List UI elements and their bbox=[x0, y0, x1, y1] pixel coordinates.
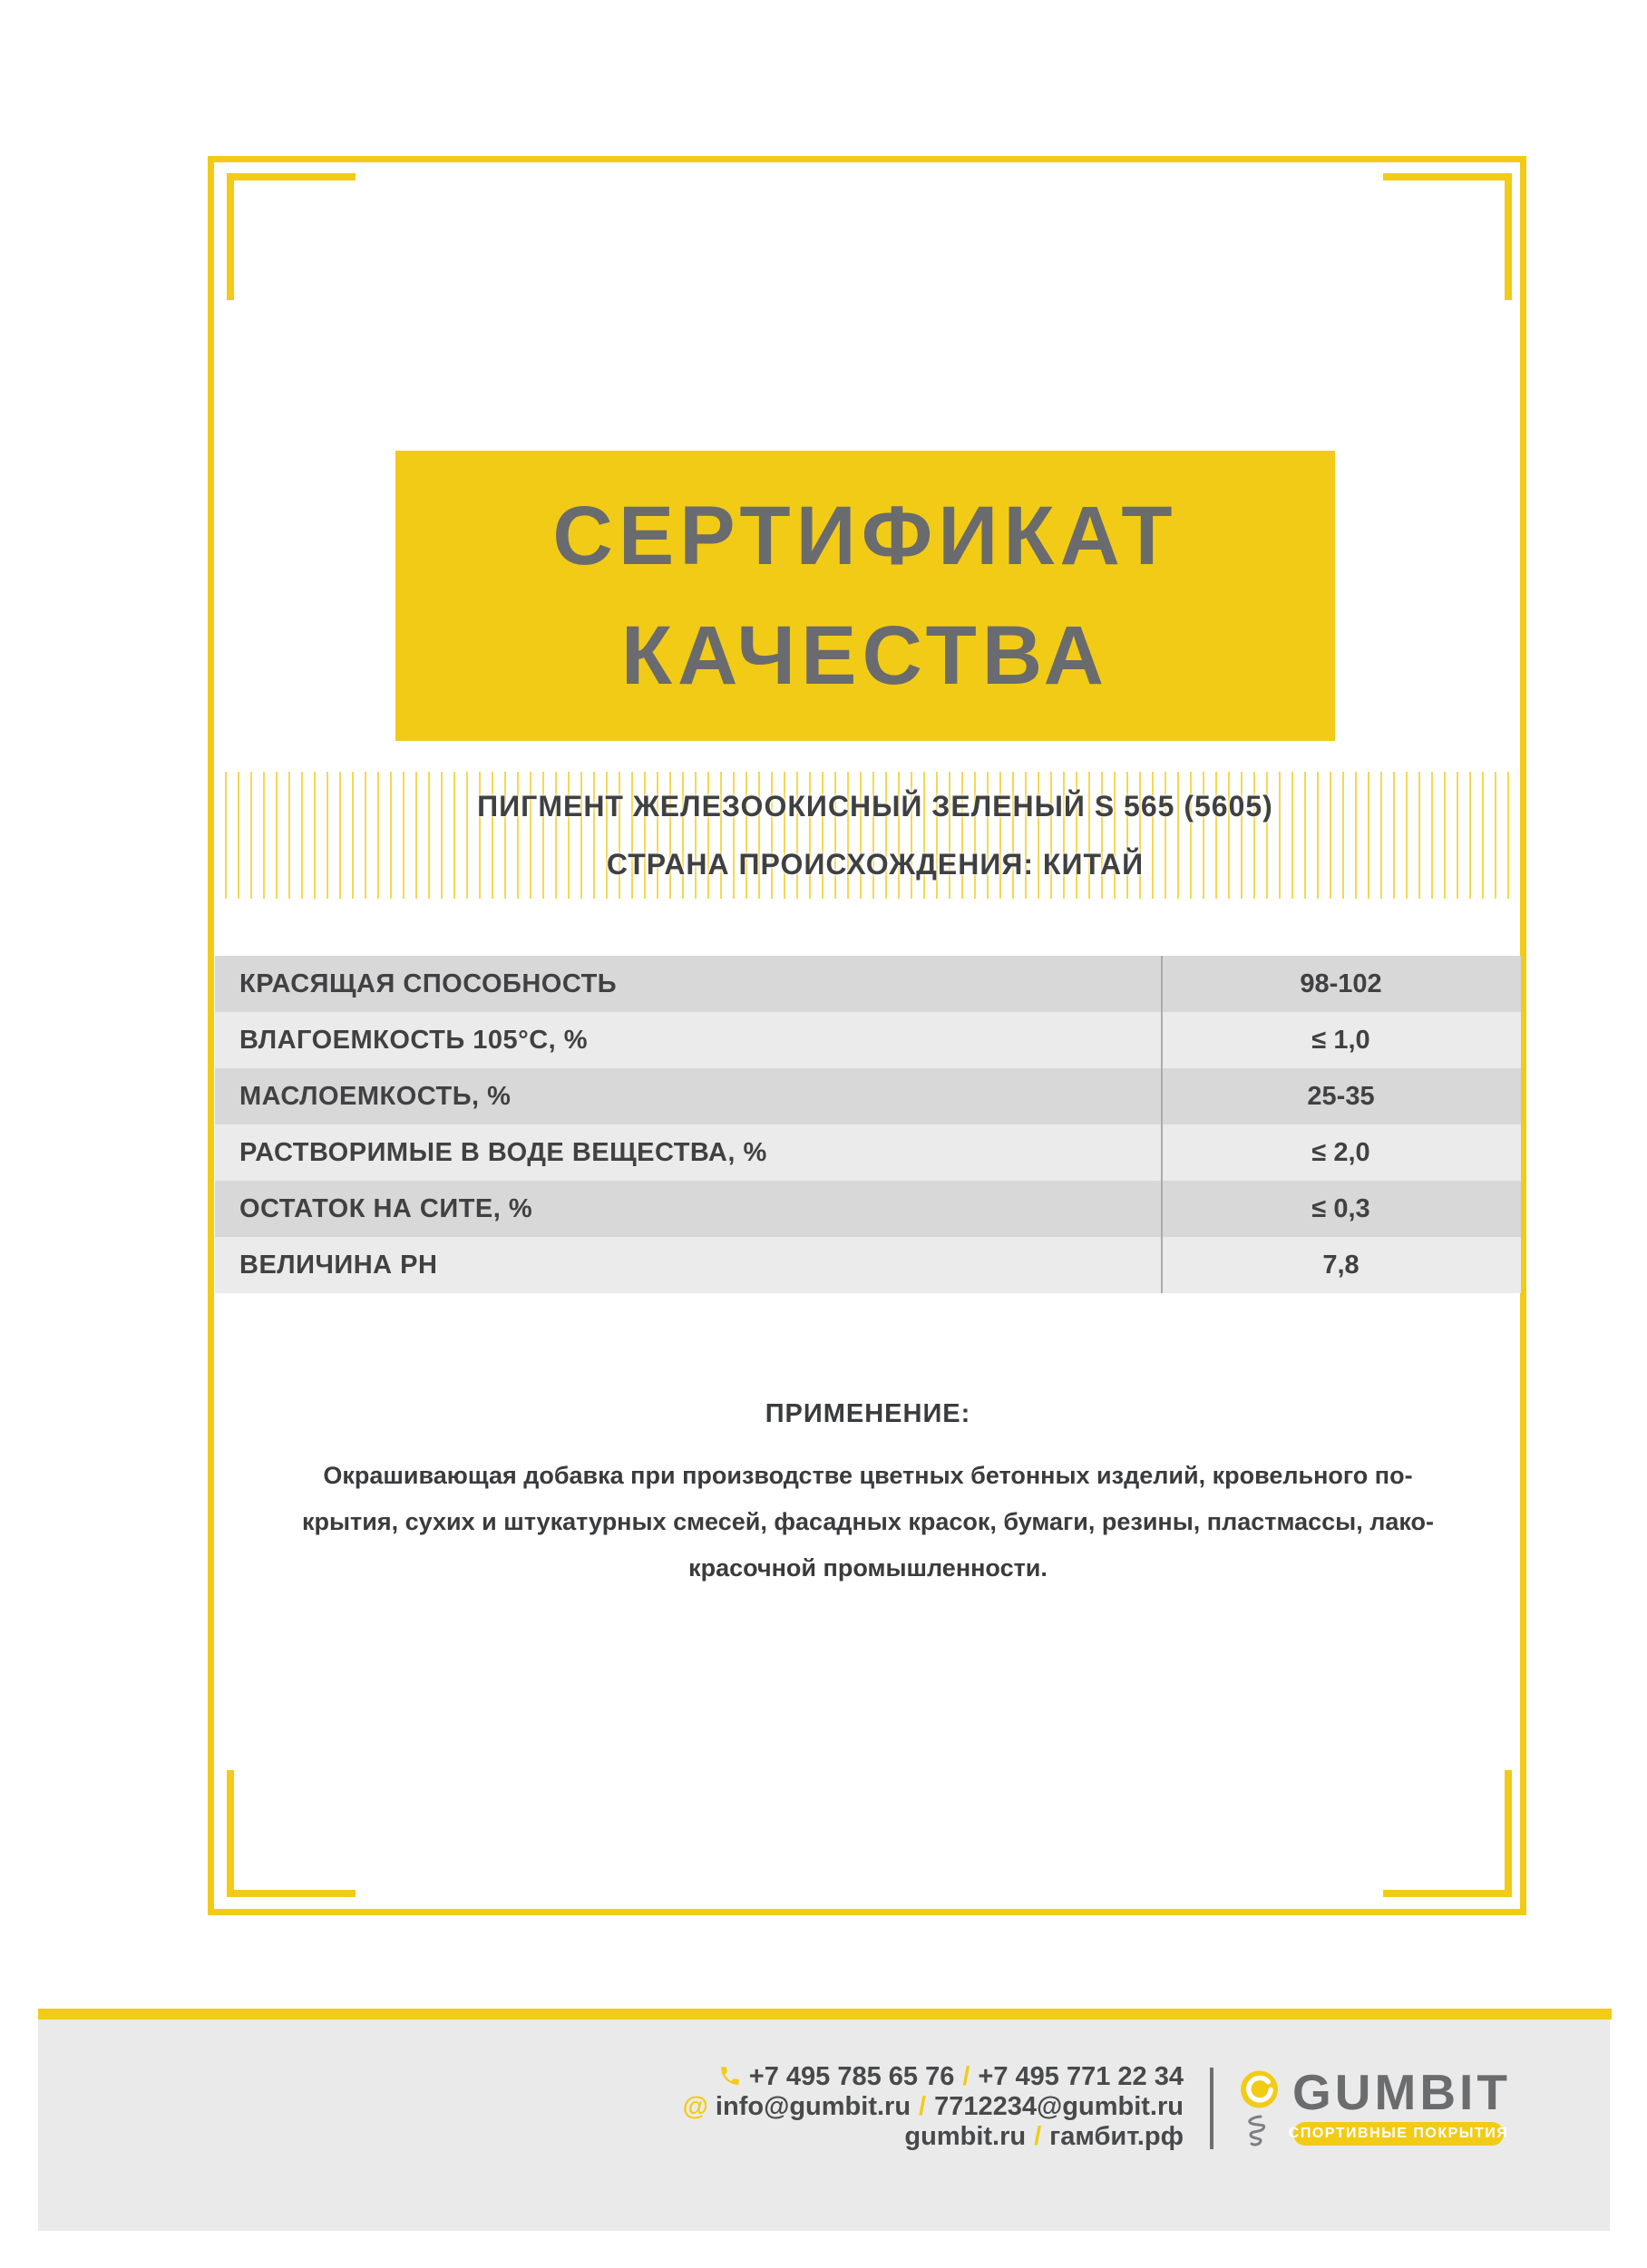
contact-phones bbox=[683, 2062, 1184, 2092]
striped-header-field bbox=[225, 772, 1525, 899]
separator-slash: / bbox=[1034, 2122, 1042, 2151]
phone-secondary: +7 495 771 22 34 bbox=[978, 2062, 1184, 2091]
website-ru: gumbit.ru bbox=[904, 2122, 1027, 2151]
spec-value: ≤ 2,0 bbox=[1311, 1137, 1370, 1167]
spec-value: ≤ 0,3 bbox=[1311, 1193, 1370, 1223]
spec-label: ВЕЛИЧИНА PH bbox=[239, 1250, 438, 1280]
gumbit-logo-text: GUMBIT bbox=[1292, 2064, 1511, 2120]
phone-primary: +7 495 785 65 76 bbox=[748, 2062, 955, 2091]
table-row bbox=[215, 1012, 1521, 1068]
at-icon: @ bbox=[682, 2092, 708, 2121]
separator-slash: / bbox=[919, 2092, 927, 2121]
contact-block bbox=[683, 2062, 1184, 2152]
website-rf: гамбит.рф bbox=[1049, 2122, 1184, 2151]
country-of-origin: СТРАНА ПРОИСХОЖДЕНИЯ: КИТАЙ bbox=[606, 848, 1145, 881]
gumbit-circle-icon bbox=[1241, 2070, 1278, 2108]
footer-panel bbox=[38, 2020, 1610, 2231]
spec-label: ОСТАТОК НА СИТЕ, % bbox=[239, 1193, 533, 1223]
spec-value: 98-102 bbox=[1300, 969, 1382, 998]
table-row bbox=[215, 1068, 1521, 1124]
spec-table bbox=[215, 956, 1521, 1293]
application-text-line: крытия, сухих и штукатурных смесей, фасадных красок, бумаги, резины, пластмассы, лако- bbox=[301, 1508, 1435, 1535]
page-title-line1: СЕРТИФИКАТ bbox=[552, 490, 1178, 582]
corner-bracket-bottom-right bbox=[1383, 1770, 1512, 1897]
phone-icon bbox=[718, 2064, 742, 2088]
gumbit-tagline-pill bbox=[1288, 2122, 1509, 2146]
corner-bracket-top-left bbox=[227, 173, 356, 300]
table-row bbox=[215, 1124, 1521, 1181]
corner-bracket-top-right bbox=[1383, 173, 1512, 300]
application-text-line: Окрашивающая добавка при производстве цветных бетонных изделий, кровельного по- bbox=[323, 1462, 1413, 1489]
spec-value: ≤ 1,0 bbox=[1311, 1025, 1370, 1055]
table-column-divider bbox=[1161, 956, 1163, 1293]
spec-label: МАСЛОЕМКОСТЬ, % bbox=[239, 1081, 512, 1111]
footer-vertical-divider bbox=[1210, 2068, 1213, 2149]
table-row bbox=[215, 1181, 1521, 1237]
title-banner bbox=[395, 451, 1335, 741]
product-name: ПИГМЕНТ ЖЕЛЕЗООКИСНЫЙ ЗЕЛЕНЫЙ S 565 (5605) bbox=[477, 790, 1273, 823]
application-section bbox=[215, 1393, 1521, 1591]
spec-label: ВЛАГОЕМКОСТЬ 105°С, % bbox=[239, 1025, 589, 1055]
table-row bbox=[215, 1237, 1521, 1293]
contact-emails bbox=[683, 2092, 1184, 2122]
separator-slash: / bbox=[962, 2062, 970, 2091]
contact-websites bbox=[683, 2122, 1184, 2152]
gumbit-tagline: СПОРТИВНЫЕ ПОКРЫТИЯ bbox=[1288, 2126, 1509, 2141]
email-secondary: 7712234@gumbit.ru bbox=[934, 2092, 1184, 2121]
spec-value: 7,8 bbox=[1322, 1250, 1360, 1280]
application-heading: ПРИМЕНЕНИЕ: bbox=[765, 1399, 971, 1428]
spec-value: 25-35 bbox=[1307, 1081, 1375, 1111]
table-row bbox=[215, 956, 1521, 1012]
spec-label: КРАСЯЩАЯ СПОСОБНОСТЬ bbox=[239, 969, 618, 998]
corner-bracket-bottom-left bbox=[227, 1770, 356, 1897]
page-title-line2: КАЧЕСТВА bbox=[620, 609, 1110, 702]
email-primary: info@gumbit.ru bbox=[715, 2092, 911, 2121]
spec-label: РАСТВОРИМЫЕ В ВОДЕ ВЕЩЕСТВА, % bbox=[239, 1137, 767, 1167]
footer-accent-bar bbox=[38, 2009, 1612, 2020]
gumbit-spiral-icon bbox=[1244, 2114, 1270, 2148]
application-text-line: красочной промышленности. bbox=[688, 1554, 1048, 1582]
